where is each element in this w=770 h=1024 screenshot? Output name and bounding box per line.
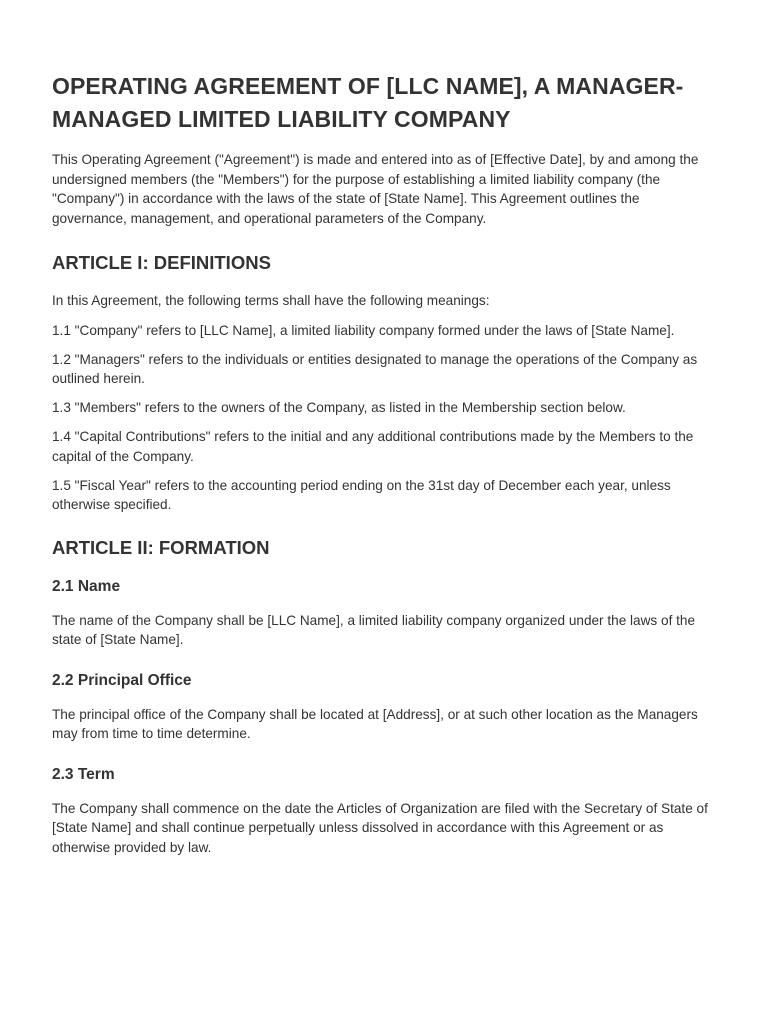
- section-2-3-heading: 2.3 Term: [52, 765, 115, 783]
- definition-item-1-3: 1.3 "Members" refers to the owners of the Company, as listed in the Membership section below.: [52, 400, 626, 415]
- definition-item-1-4: 1.4 "Capital Contributions" refers to the initial and any additional contributions made by the Members to the capital of the Company.: [52, 429, 694, 464]
- definition-item-1-1: 1.1 "Company" refers to [LLC Name], a limited liability company formed under the laws of [State Name].: [52, 322, 675, 338]
- section-2-1-body: The name of the Company shall be [LLC Name], a limited liability company organized under the laws of the state of [State Name].: [52, 612, 696, 647]
- intro-paragraph: This Operating Agreement ("Agreement") is made and entered into as of [Effective Date], by and among the undersigned members (the "Members") for the purpose of establishing a limited liability company (the "Company") in accordance with the laws of the state of [State Name]. This Agreement outlines the governance, management, and operational parameters of the Company.: [52, 152, 699, 226]
- article-2-heading: ARTICLE II: FORMATION: [52, 536, 270, 558]
- section-2-2-heading: 2.2 Principal Office: [52, 671, 192, 689]
- article-1-heading: ARTICLE I: DEFINITIONS: [52, 252, 271, 273]
- document-title: OPERATING AGREEMENT OF [LLC NAME], A MANAGER-MANAGED LIMITED LIABILITY COMPANY: [52, 73, 684, 132]
- section-2-1-heading: 2.1 Name: [52, 577, 121, 595]
- section-2-2-body: The principal office of the Company shall be located at [Address], or at such other location as the Managers may from time to time determine.: [52, 706, 698, 741]
- definitions-lead-in: In this Agreement, the following terms shall have the following meanings:: [52, 293, 490, 308]
- definition-item-1-5: 1.5 "Fiscal Year" refers to the accounting period ending on the 31st day of December each year, unless otherwise specified.: [52, 477, 671, 512]
- section-2-3-body: The Company shall commence on the date the Articles of Organization are filed with the Secretary of State of [State Name] and shall continue perpetually unless dissolved in accordance with this Agreement or as otherwise provided by law.: [52, 800, 708, 855]
- definition-item-1-2: 1.2 "Managers" refers to the individuals or entities designated to manage the operations of the Company as outlined herein.: [52, 351, 698, 386]
